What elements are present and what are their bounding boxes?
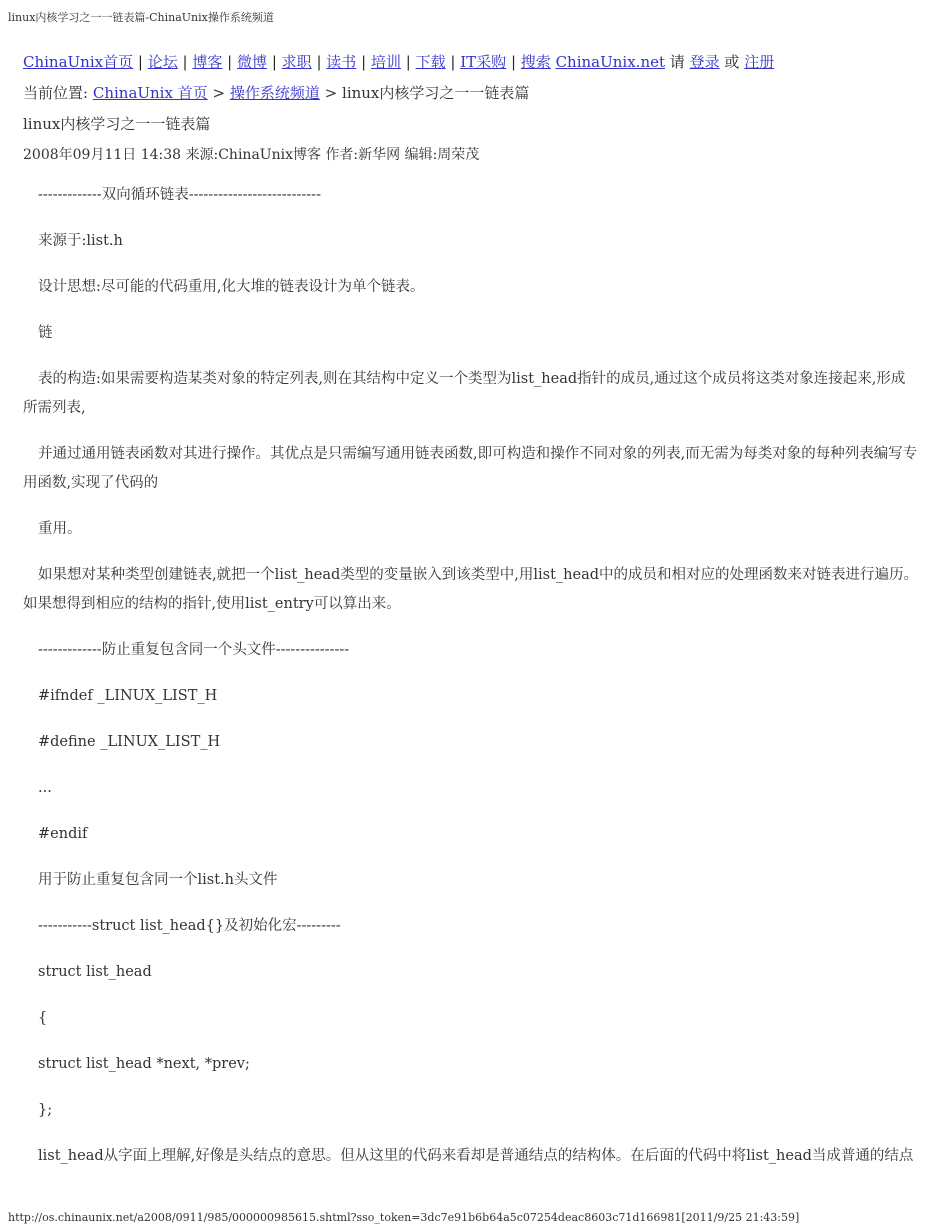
nav-please-text: 请	[669, 53, 685, 71]
code-line: };	[38, 1102, 53, 1118]
nav-link-site[interactable]: ChinaUnix.net	[555, 53, 666, 71]
breadcrumb-home-link[interactable]: ChinaUnix 首页	[92, 84, 208, 102]
nav-link-it-purchase[interactable]: IT采购	[460, 53, 507, 71]
nav-separator: |	[316, 53, 322, 71]
nav-separator: |	[182, 53, 188, 71]
article-paragraph: list_head从字面上理解,好像是头结点的意思。但从这里的代码来看却是普通结点的结构体。在后面的代码中将list_head当成普通的结点	[38, 1148, 914, 1164]
nav-separator: |	[271, 53, 277, 71]
article-body	[23, 181, 918, 1171]
article-paragraph: 设计思想:尽可能的代码重用,化大堆的链表设计为单个链表。	[38, 279, 425, 295]
code-line: #ifndef _LINUX_LIST_H	[38, 688, 218, 704]
top-nav	[23, 52, 918, 72]
breadcrumb-label: 当前位置:	[23, 84, 89, 102]
nav-or-text: 或	[724, 53, 740, 71]
article-paragraph: -------------防止重复包含同一个头文件---------------	[38, 642, 350, 658]
nav-separator: |	[450, 53, 456, 71]
article-title: linux内核学习之一一链表篇	[23, 115, 211, 133]
article-paragraph: -------------双向循环链表---------------------------	[38, 187, 321, 203]
nav-separator: |	[227, 53, 233, 71]
article-paragraph: -----------struct list_head{}及初始化宏---------	[38, 918, 341, 934]
breadcrumb-separator: >	[324, 84, 338, 102]
code-line: ...	[38, 780, 52, 796]
page-header-title: linux内核学习之一一链表篇-ChinaUnix操作系统频道	[8, 11, 274, 24]
register-link[interactable]: 注册	[744, 53, 775, 71]
breadcrumb-current: linux内核学习之一一链表篇	[342, 84, 530, 102]
page-content	[23, 52, 918, 1188]
nav-link-jobs[interactable]: 求职	[281, 53, 312, 71]
code-line: struct list_head *next, *prev;	[38, 1056, 250, 1072]
breadcrumb	[23, 83, 918, 103]
nav-separator: |	[510, 53, 516, 71]
nav-link-books[interactable]: 读书	[326, 53, 357, 71]
code-line: {	[38, 1010, 48, 1026]
article-paragraph: 并通过通用链表函数对其进行操作。其优点是只需编写通用链表函数,即可构造和操作不同对象的列表,而无需为每类对象的每种列表编写专用函数,实现了代码的	[23, 446, 918, 491]
breadcrumb-channel-link[interactable]: 操作系统频道	[229, 84, 320, 102]
nav-link-blog[interactable]: 博客	[192, 53, 223, 71]
nav-link-download[interactable]: 下载	[415, 53, 446, 71]
article-paragraph: 链	[38, 325, 53, 341]
article-meta: 2008年09月11日 14:38 来源:ChinaUnix博客 作者:新华网 编辑:周荣茂	[23, 147, 480, 163]
nav-link-home[interactable]: ChinaUnix首页	[23, 53, 134, 71]
article-paragraph: 重用。	[38, 521, 82, 537]
article-paragraph: 如果想对某种类型创建链表,就把一个list_head类型的变量嵌入到该类型中,用list_head中的成员和相对应的处理函数来对链表进行遍历。如果想得到相应的结构的指针,使用list_entry可以算出来。	[23, 567, 918, 612]
login-link[interactable]: 登录	[689, 53, 720, 71]
breadcrumb-separator: >	[212, 84, 226, 102]
page-footer-url: http://os.chinaunix.net/a2008/0911/985/000000985615.shtml?sso_token=3dc7e91b6b64a5c07254deac8603c71d166981[2011/9/25 21:43:59]	[8, 1211, 800, 1224]
nav-link-weibo[interactable]: 微博	[237, 53, 268, 71]
article-paragraph: 来源于:list.h	[38, 233, 123, 249]
code-line: #define _LINUX_LIST_H	[38, 734, 221, 750]
code-line: struct list_head	[38, 964, 152, 980]
code-line: #endif	[38, 826, 88, 842]
nav-separator: |	[361, 53, 367, 71]
article-paragraph: 用于防止重复包含同一个list.h头文件	[38, 872, 278, 888]
nav-separator: |	[405, 53, 411, 71]
nav-link-training[interactable]: 培训	[370, 53, 401, 71]
nav-separator: |	[137, 53, 143, 71]
nav-link-search[interactable]: 搜索	[520, 53, 551, 71]
article-paragraph: 表的构造:如果需要构造某类对象的特定列表,则在其结构中定义一个类型为list_head指针的成员,通过这个成员将这类对象连接起来,形成所需列表,	[23, 371, 906, 416]
nav-link-forum[interactable]: 论坛	[147, 53, 178, 71]
